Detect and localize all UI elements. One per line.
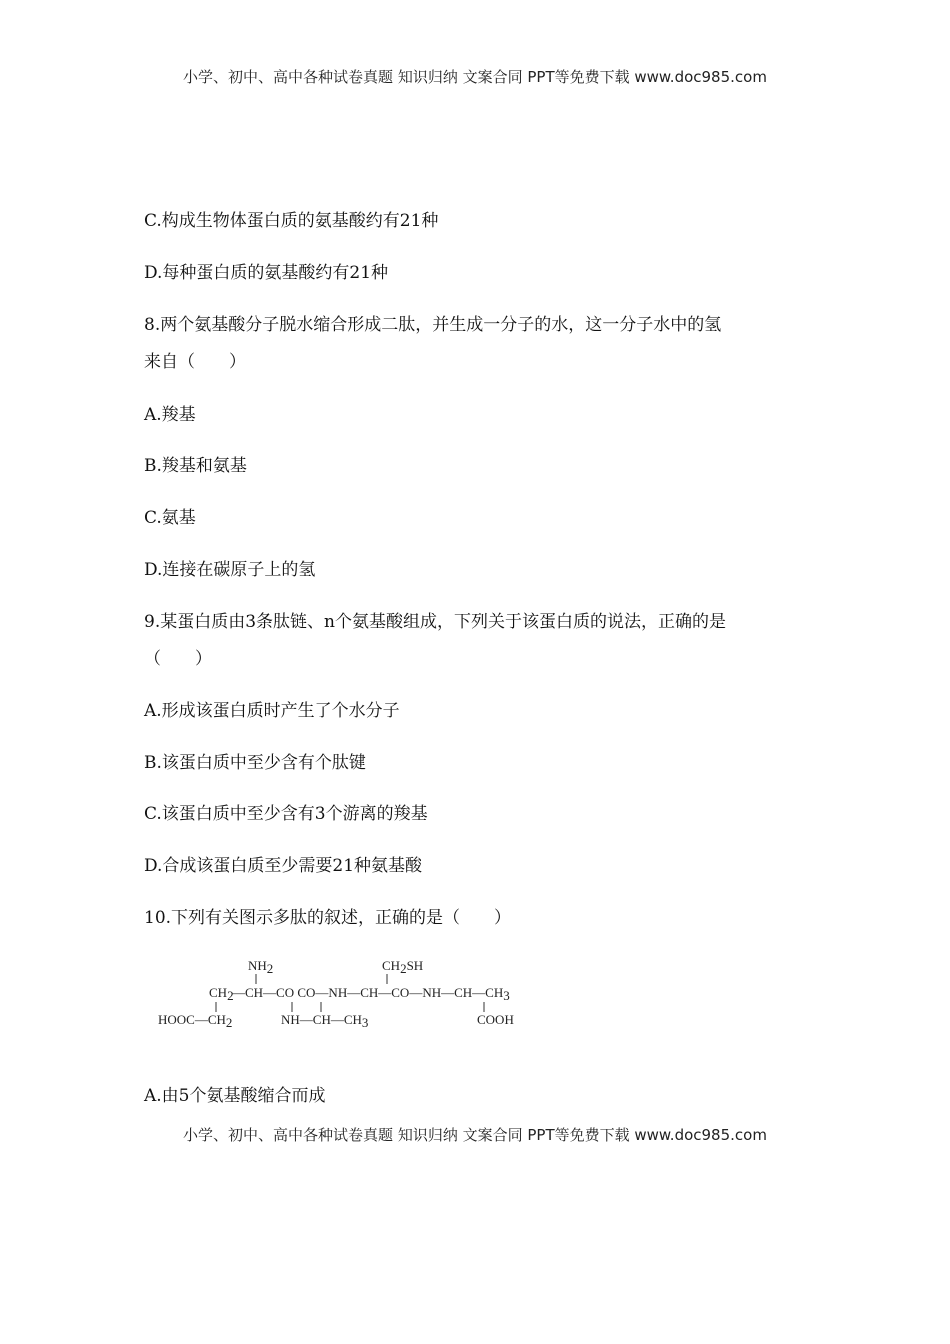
- row3-hooc: HOOC—CH2: [158, 1012, 233, 1030]
- option-8c: C.氨基: [144, 508, 196, 528]
- question-8-line2: 来自（ ）: [144, 352, 246, 372]
- question-9-line2: （ ）: [144, 649, 212, 669]
- option-8d: D.连接在碳原子上的氢: [144, 560, 316, 580]
- option-9d: D.合成该蛋白质至少需要21种氨基酸: [144, 856, 423, 876]
- option-9c: C.该蛋白质中至少含有3个游离的羧基: [144, 804, 428, 824]
- option-9a: A.形成该蛋白质时产生了个水分子: [144, 701, 400, 721]
- row3-nh: NH—CH—CH3: [281, 1012, 369, 1030]
- row3-cooh: COOH: [477, 1012, 514, 1027]
- option-10a: A.由5个氨基酸缩合而成: [144, 1086, 326, 1106]
- option-8b: B.羧基和氨基: [144, 456, 247, 476]
- question-8-line1: 8.两个氨基酸分子脱水缩合形成二肽，并生成一分子的水，这一分子水中的氢: [144, 315, 722, 335]
- row2-ch2: CH2: [209, 985, 234, 1003]
- option-8a: A.羧基: [144, 405, 196, 425]
- page-header: 小学、初中、高中各种试卷真题 知识归纳 文案合同 PPT等免费下载 www.doc985.com: [183, 68, 767, 86]
- option-7d: D.每种蛋白质的氨基酸约有21种: [144, 263, 389, 283]
- row2-chain: —CH—CO CO—NH—CH—CO—NH—CH—CH3: [232, 985, 510, 1003]
- option-9b: B.该蛋白质中至少含有个肽键: [144, 753, 366, 773]
- question-9-line1: 9.某蛋白质由3条肽链、n个氨基酸组成，下列关于该蛋白质的说法，正确的是: [144, 612, 726, 632]
- question-10: 10.下列有关图示多肽的叙述，正确的是（ ）: [144, 908, 512, 928]
- ch2sh-label: CH2SH: [382, 958, 424, 976]
- polypeptide-structure: [150, 952, 560, 1042]
- option-7c: C.构成生物体蛋白质的氨基酸约有21种: [144, 211, 439, 231]
- nh2-label: NH2: [248, 958, 274, 976]
- page-footer: 小学、初中、高中各种试卷真题 知识归纳 文案合同 PPT等免费下载 www.doc985.com: [183, 1126, 767, 1144]
